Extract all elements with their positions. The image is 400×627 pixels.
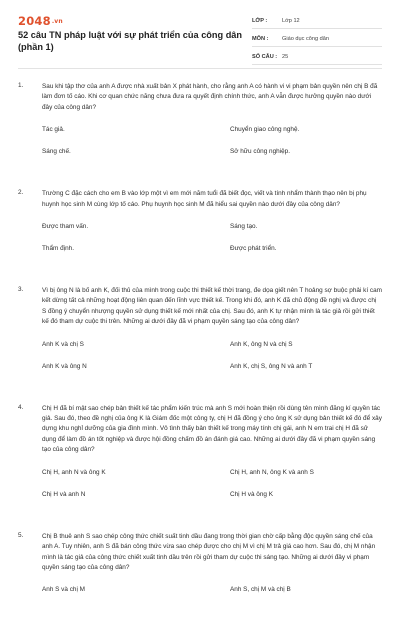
- answer-option[interactable]: Thẩm định.: [42, 245, 74, 253]
- answer-option[interactable]: Chị H và anh N: [42, 490, 86, 498]
- question-item: [18, 286, 382, 384]
- question-number: 2.: [18, 189, 24, 197]
- answer-options: [42, 125, 382, 169]
- answer-option[interactable]: Chị H và ông K: [230, 490, 273, 498]
- question-number: 4.: [18, 403, 24, 411]
- answer-option[interactable]: Sáng tạo.: [230, 223, 258, 231]
- answer-option[interactable]: Anh K và chị S: [42, 340, 84, 348]
- answer-option[interactable]: Anh K, chị S, ông N và anh T: [230, 362, 313, 370]
- question-item: [18, 189, 382, 266]
- answer-option[interactable]: Chuyển giao công nghệ.: [230, 126, 300, 134]
- meta-value: 25: [282, 54, 289, 60]
- question-text: Sau khi tập thơ của anh A được nhà xuất bản X phát hành, cho rằng anh A có hành vi vi phạm bản quyền nên chị B đã làm đơn tố cáo. Khi cơ quan chức năng chưa đưa ra quyết định chính thức, anh A vẫn được hưởng quyền nào dưới đây của công dân?: [42, 83, 378, 111]
- answer-option[interactable]: Anh S, chị M và chị B: [230, 586, 291, 594]
- question-item: [18, 82, 382, 169]
- logo-suffix: .vn: [51, 18, 63, 25]
- document-title: 52 câu TN pháp luật với sự phát triển của công dân (phần 1): [18, 30, 243, 52]
- meta-row-subject: [252, 32, 382, 47]
- document-header: [0, 0, 400, 60]
- site-logo[interactable]: [18, 14, 63, 28]
- question-number: 5.: [18, 531, 24, 539]
- answer-option[interactable]: Chị H, anh N và ông K: [42, 468, 106, 476]
- meta-label: MÔN :: [252, 36, 269, 42]
- meta-value: Lớp 12: [282, 18, 300, 24]
- question-text: Trường C đặc cách cho em B vào lớp một vì em mới năm tuổi đã biết đọc, viết và tính nhẩm thành thạo nên bị phụ huynh học sinh M cùng lớp tố cáo. Phụ huynh học sinh M đã hiểu sai quyền nào dưới đây của công dân?: [42, 190, 367, 208]
- header-divider: [18, 68, 382, 69]
- meta-value: Giáo dục công dân: [282, 36, 329, 42]
- answer-option[interactable]: Tác giả.: [42, 126, 65, 134]
- answer-options: [42, 468, 382, 512]
- answer-option[interactable]: Sáng chế.: [42, 148, 71, 156]
- question-item: [18, 532, 382, 608]
- document-meta: [252, 14, 382, 65]
- question-text: Chị H đã bí mật sao chép bản thiết kế tác phẩm kiến trúc mà anh S mới hoàn thiện rồi dùng tên mình đăng kí quyền tác giả. Sau đó, theo đề nghị của ông K là Giám đốc một công ty, chị H đã đồng ý cho ông K sử dụng bản thiết kế đó để xây dựng khu nghỉ dưỡng của gia đình mình. Vô tình thấy bản thiết kế trong máy tính chị gái, anh N em trai chị H đã sử dụng để làm đồ án tốt nghiệp và được hội đồng chấm đồ án đánh giá cao. Những ai dưới đây đã vi phạm quyền sáng tạo của công dân?: [42, 404, 382, 454]
- meta-row-class: [252, 14, 382, 29]
- answer-option[interactable]: Chị H, anh N, ông K và anh S: [230, 468, 314, 476]
- question-item: [18, 404, 382, 512]
- answer-options: [42, 340, 382, 384]
- answer-option[interactable]: Anh K, ông N và chị S: [230, 340, 293, 348]
- answer-option[interactable]: Sở hữu công nghiệp.: [230, 148, 290, 156]
- answer-option[interactable]: Anh K và ông N: [42, 362, 87, 370]
- question-number: 3.: [18, 286, 24, 294]
- question-text: Vì bị ông N là bố anh K, đối thủ của mình trong cuộc thi thiết kế thời trang, đe dọa giết nên T hoảng sợ buộc phải kí cam kết dừng tất cả những hoạt động liên quan đến lĩnh vực thiết kế. Trong khi đó, anh K đã chủ động đề nghị và được chị S đồng ý chuyển nhượng quyền sử dụng thiết kế mới nhất của chị. Sau đó, anh K tự nhận mình là tác giả rồi gửi thiết kế đó tham dự cuộc thi trên. Những ai dưới đây đã vi phạm quyền sáng tạo của công dân?: [42, 287, 382, 326]
- answer-option[interactable]: Anh S và chị M: [42, 586, 85, 594]
- meta-row-count: [252, 50, 382, 65]
- meta-label: SỐ CÂU :: [252, 54, 278, 60]
- answer-options: [42, 585, 382, 607]
- meta-label: LỚP :: [252, 18, 268, 24]
- question-list: [18, 82, 382, 627]
- question-text: Chị B thuê anh S sao chép công thức chiết suất tinh dầu đang trong thời gian chờ cấp bằng độc quyền sáng chế của anh A. Tuy nhiên, anh S đã bán công thức vừa sao chép được cho chị M vì chị M trả giá cao hơn. Sau đó, chị M nhận mình là tác giả của công thức chiết xuất tinh dầu trên rồi gửi tham dự cuộc thi sáng tạo. Những ai dưới đây vi phạm quyền sáng tạo của công dân?: [42, 532, 376, 571]
- answer-option[interactable]: Được phát triển.: [230, 245, 277, 253]
- question-number: 1.: [18, 82, 24, 89]
- answer-option[interactable]: Được tham vấn.: [42, 223, 89, 231]
- logo-text: 2048: [18, 14, 51, 28]
- answer-options: [42, 222, 382, 266]
